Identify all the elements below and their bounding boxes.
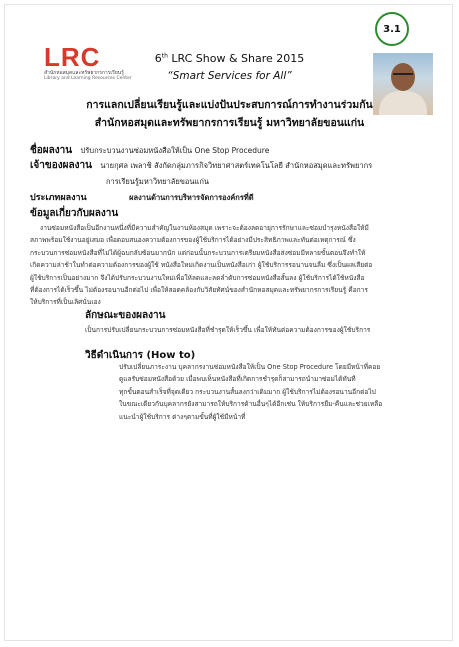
howto-line: ดูแลรับซ่อมหนังสือด้วย เมื่อพบเห็นหนังสือที่เกิดการชำรุดก็สามารถนำมาซ่อมได้ทันที (119, 375, 356, 384)
background-line: ผู้ใช้บริการเป็นอย่างมาก จึงได้ปรับกระบวนงานใหม่เพื่อให้ลดและลดลำดับการซ่อมหนังสือสั้นลง ผู้ใช้บริการได้ใช้หนังสือ (30, 273, 365, 282)
page-number-badge: 3.1 (375, 12, 409, 46)
owner-value: นายกุศล เพลาชิ สังกัดกลุ่มภารกิจวิทยาศาสตร์เทคโนโลยี สำนักหอสมุดและทรัพยากร (100, 161, 373, 170)
howto-line: ปรับเปลี่ยนภาระงาน บุคลากรงานซ่อมหนังสือให้เป็น One Stop Procedure โดยมีหน้าที่คอย (119, 363, 381, 371)
type-row (30, 192, 254, 204)
background-line: งานซ่อมหนังสือเป็นอีกงานหนึ่งที่มีความสำคัญในงานห้องสมุด เพราะจะต้องลดอายุการรักษาและซ่อมบำรุงหนังสือให้มี (40, 224, 369, 232)
work-name-label: ชื่อผลงาน (30, 145, 73, 156)
background-line: ให้บริการที่เป็นเลิศนั่นเอง (30, 298, 101, 307)
background-paragraph (30, 222, 430, 309)
event-title-number: 6 (154, 52, 162, 65)
event-title-ordinal: th (161, 52, 168, 60)
logo-text: LRC (44, 42, 101, 72)
howto-line: ทุกขั้นตอนสำเร็จที่จุดเดียว กระบวนงานสั้นลงกว่าเดิมมาก ผู้ใช้บริการไม่ต้องรอนานอีกต่อไป (119, 387, 376, 396)
logo-subtitle-thai: สำนักหอสมุดและทรัพยากรการเรียนรู้ (44, 70, 124, 76)
characteristics-line: เป็นการปรับเปลี่ยนกระบวนการซ่อมหนังสือที่ชำรุดให้เร็วขึ้น เพื่อให้ทันต่อความต้องการของผู้ใช้บริการ (85, 326, 371, 334)
main-title-line-1: การแลกเปลี่ยนเรียนรู้และแบ่งปันประสบการณ์การทำงานร่วมกัน (86, 99, 373, 111)
logo-subtitle-english: Library and Learning Resources Center (44, 76, 132, 81)
owner-value-line-2: การเรียนรู้มหาวิทยาลัยขอนแก่น (106, 177, 210, 186)
characteristics-heading: ลักษณะของผลงาน (85, 310, 166, 321)
background-line: สภาพพร้อมใช้งานอยู่เสมอ เพื่อตอบสนองความต้องการของผู้ใช้บริการได้อย่างมีประสิทธิภาพและทันต่อเหตุการณ์ ซึ่ง (30, 236, 356, 245)
characteristics-text (85, 324, 405, 336)
event-slogan: “Smart Services for All” (167, 70, 292, 82)
howto-line: ในขณะเดียวกันบุคลากรยังสามารถให้บริการด้านอื่นๆได้อีกเช่น ให้บริการยืม-คืนและช่วยเหลือ (119, 400, 383, 409)
owner-label: เจ้าของผลงาน (30, 160, 92, 171)
main-title-line-2: สำนักหอสมุดและทรัพยากรการเรียนรู้ มหาวิทยาลัยขอนแก่น (94, 117, 365, 129)
work-name-row (30, 145, 269, 156)
owner-row (30, 160, 372, 171)
background-line: ที่ต้องการได้เร็วขึ้น ไม่ต้องรอนานอีกต่อไป เพื่อให้สอดคล้องกับวิสัยทัศน์ของสำนักหอสมุดและทรัพยากรการเรียนรู้ คือการ (30, 286, 368, 295)
background-heading: ข้อมูลเกี่ยวกับผลงาน (30, 208, 119, 219)
work-name-value: ปรับกระบวนงานซ่อมหนังสือให้เป็น One Stop Procedure (80, 146, 270, 155)
howto-heading: วิธีดำเนินการ (How to) (85, 350, 196, 361)
type-value: ผลงานด้านการบริหารจัดการองค์กรที่ดี (129, 193, 254, 202)
howto-paragraph (119, 361, 439, 423)
type-label: ประเภทผลงาน (30, 193, 87, 203)
event-title-text: LRC Show & Share 2015 (167, 52, 305, 65)
background-line: กระบวนการซ่อมหนังสือที่ไม่ได้ผู้ฉบกลับซ้อนมากนัก แต่ก่อนนั้นกระบวนการเตรียมหนังสือส่งซ่อมมีหลายขั้นตอนจึงทำให้ (30, 248, 366, 257)
lrc-logo (44, 44, 142, 90)
howto-line: แนะนำผู้ใช้บริการ ต่างๆตามขั้นที่ผู้ใช้มีหน้าที่ (119, 412, 246, 421)
background-line: เกิดความล่าช้าในทำต่อความต้องการของผู้ใช้ หนังสือใหม่เกิดงานเป็นหนังสือเก่า ผู้ใช้บริการรอนานจนลืม ซึ่งเป็นผลเสียต่อ (30, 261, 373, 270)
